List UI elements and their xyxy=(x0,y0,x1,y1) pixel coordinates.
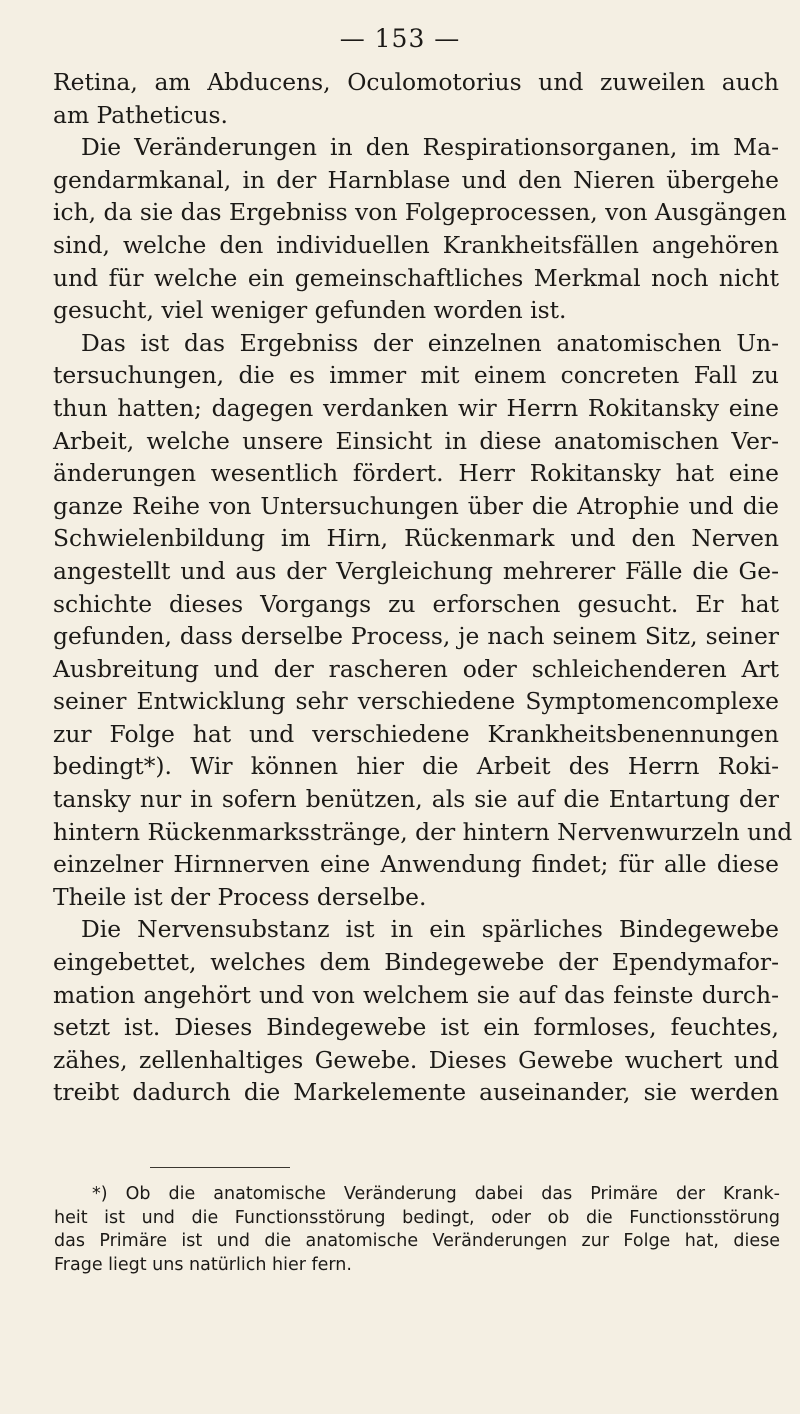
text-line: seiner Entwicklung sehr verschiedene Symptomencomplexe xyxy=(53,687,779,716)
footnote-divider xyxy=(150,1167,290,1168)
text-line: Retina, am Abducens, Oculomotorius und zuweilen auch xyxy=(53,68,779,96)
text-line: Theile ist der Process derselbe. xyxy=(53,882,427,911)
text-line: thun hatten; dagegen verdanken wir Herrn Rokitansky eine xyxy=(53,393,779,422)
page-number: — 153 — xyxy=(339,24,461,53)
footnote-line: Frage liegt uns natürlich hier fern. xyxy=(54,1254,352,1275)
text-line: gesucht, viel weniger gefunden worden ist. xyxy=(53,296,567,325)
footnote xyxy=(54,1183,780,1277)
paragraph xyxy=(53,66,779,131)
footnote-line: das Primäre ist und die anatomische Veränderungen zur Folge hat, diese xyxy=(54,1231,780,1252)
text-line: sind, welche den individuellen Krankheitsfällen angehören xyxy=(53,230,779,259)
text-line: am Patheticus. xyxy=(53,100,228,129)
text-line: und für welche ein gemeinschaftliches Merkmal noch nicht xyxy=(53,263,779,292)
body-text xyxy=(53,66,793,1109)
text-line: gefunden, dass derselbe Process, je nach seinem Sitz, seiner xyxy=(53,622,779,651)
text-line: Das ist das Ergebniss der einzelnen anatomischen Un- xyxy=(81,328,779,357)
text-line: Schwielenbildung im Hirn, Rückenmark und den Nerven xyxy=(53,524,779,553)
text-line: schichte dieses Vorgangs zu erforschen gesucht. Er hat xyxy=(53,589,779,618)
text-line: zur Folge hat und verschiedene Krankheitsbenennungen xyxy=(53,719,779,748)
text-line: Die Veränderungen in den Respirationsorganen, im Ma- xyxy=(81,133,779,162)
text-line: zähes, zellenhaltiges Gewebe. Dieses Gewebe wuchert und xyxy=(53,1045,779,1074)
text-line: treibt dadurch die Markelemente auseinander, sie werden xyxy=(53,1078,779,1107)
text-line: gendarmkanal, in der Harnblase und den Nieren übergehe xyxy=(53,165,779,194)
text-line: Arbeit, welche unsere Einsicht in diese anatomischen Ver- xyxy=(53,426,779,455)
text-line: mation angehört und von welchem sie auf das feinste durch- xyxy=(53,980,779,1009)
text-line: setzt ist. Dieses Bindegewebe ist ein formloses, feuchtes, xyxy=(53,1013,779,1042)
text-line: ich, da sie das Ergebniss von Folgeprocessen, von Ausgängen xyxy=(53,198,787,227)
text-line: hintern Rückenmarksstränge, der hintern Nervenwurzeln und xyxy=(53,817,793,846)
text-line: Ausbreitung und der rascheren oder schleichenderen Art xyxy=(53,654,779,683)
footnote-line: heit ist und die Functionsstörung bedingt, oder ob die Functionsstörung xyxy=(54,1207,780,1228)
text-line: ganze Reihe von Untersuchungen über die Atrophie und die xyxy=(53,491,779,520)
text-line: tansky nur in sofern benützen, als sie auf die Entartung der xyxy=(53,785,779,814)
footnote-line: *) Ob die anatomische Veränderung dabei das Primäre der Krank- xyxy=(92,1184,780,1204)
paragraph xyxy=(53,913,779,1109)
text-line: einzelner Hirnnerven eine Anwendung findet; für alle diese xyxy=(53,850,779,879)
text-line: tersuchungen, die es immer mit einem concreten Fall zu xyxy=(53,361,779,390)
text-line: angestellt und aus der Vergleichung mehrerer Fälle die Ge- xyxy=(53,556,779,585)
text-line: bedingt*). Wir können hier die Arbeit des Herrn Roki- xyxy=(53,752,779,781)
text-line: eingebettet, welches dem Bindegewebe der Ependymafor- xyxy=(53,948,779,977)
paragraph xyxy=(53,131,787,327)
paragraph xyxy=(53,327,793,914)
text-line: Die Nervensubstanz ist in ein spärliches Bindegewebe xyxy=(81,915,779,944)
text-line: änderungen wesentlich fördert. Herr Rokitansky hat eine xyxy=(53,459,779,488)
